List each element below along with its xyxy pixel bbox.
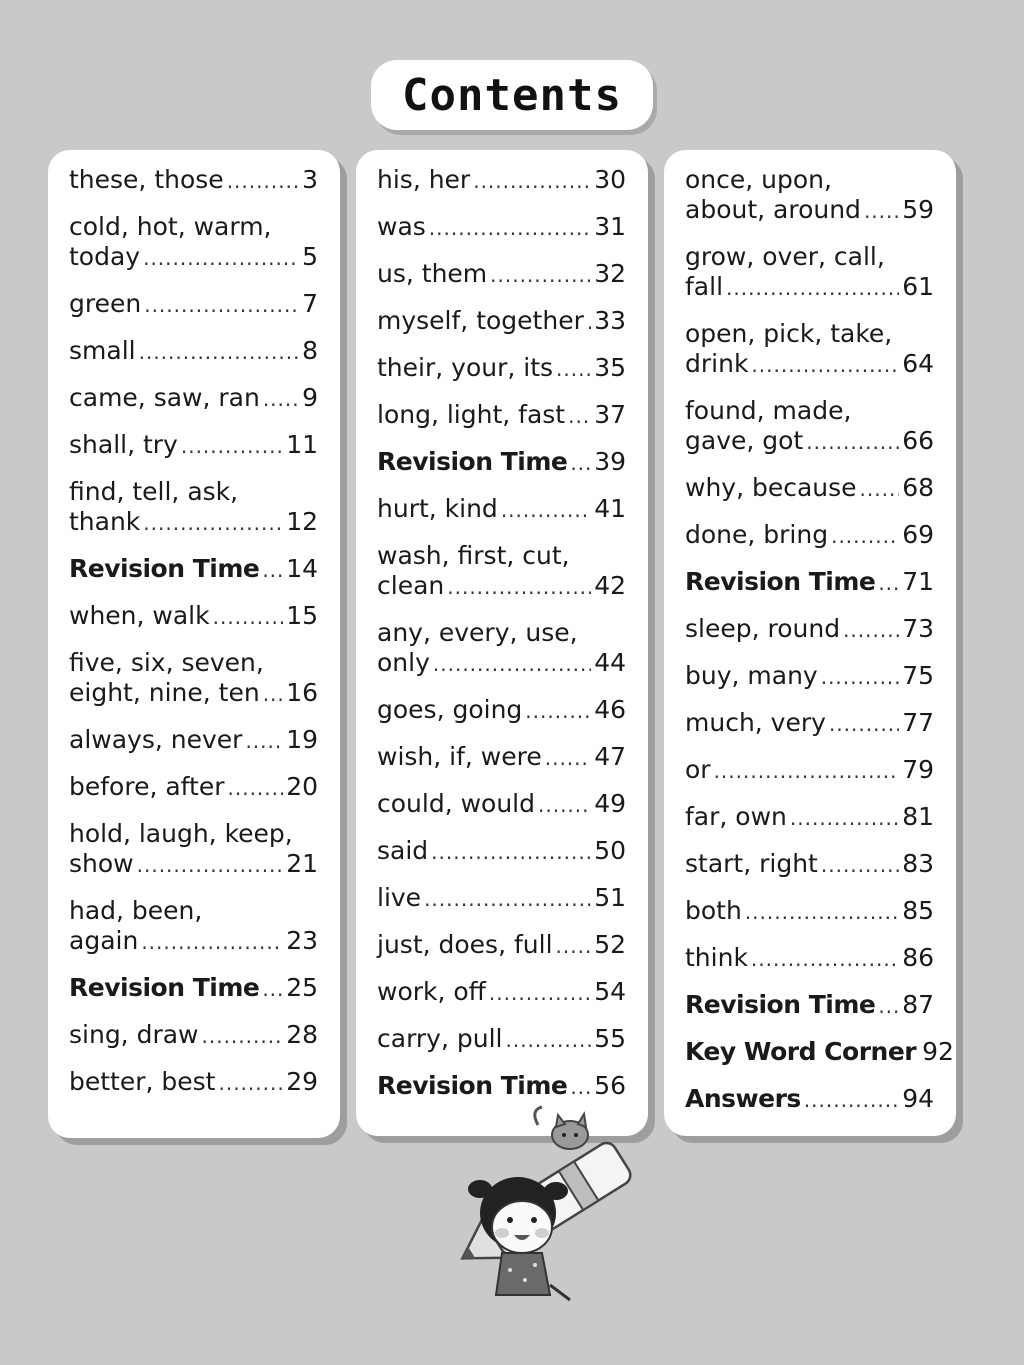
girl-with-pencil-illustration: [430, 1105, 660, 1310]
toc-entry: [377, 400, 626, 431]
leader-dots: [556, 354, 591, 384]
toc-entry-label: Revision Time: [685, 990, 876, 1019]
leader-dots: [587, 307, 591, 337]
toc-entry-label: hurt, kind: [377, 494, 498, 523]
toc-entry: [377, 695, 626, 726]
toc-entry: [69, 430, 318, 461]
toc-entry-label: had, been,: [69, 896, 203, 925]
toc-entry-page: 52: [594, 930, 626, 959]
leader-dots: [568, 401, 591, 431]
leader-dots: [751, 350, 899, 380]
toc-entry: [69, 896, 318, 957]
toc-entry-page: 44: [594, 648, 626, 677]
toc-entry-label: Revision Time: [377, 447, 568, 476]
toc-entry-label: was: [377, 212, 426, 241]
toc-entry-page: 33: [594, 306, 626, 335]
toc-entry: [69, 383, 318, 414]
toc-entry-page: 81: [902, 802, 934, 831]
toc-entry: [377, 165, 626, 196]
toc-entry-page: 11: [286, 430, 318, 459]
toc-entry-page: 66: [902, 426, 934, 455]
toc-entry-page: 9: [302, 383, 318, 412]
toc-entry: [69, 212, 318, 273]
toc-entry-page: 5: [302, 242, 318, 271]
toc-entry: [377, 836, 626, 867]
toc-entry-label: today: [69, 242, 141, 271]
leader-dots: [245, 726, 283, 756]
toc-entry-page: 25: [286, 973, 318, 1002]
toc-entry-label: clean: [377, 571, 445, 600]
toc-entry-label: carry, pull: [377, 1024, 503, 1053]
leader-dots: [570, 448, 591, 478]
toc-entry-label: once, upon,: [685, 165, 832, 194]
leader-dots: [424, 884, 591, 914]
toc-entry: [685, 849, 934, 880]
leader-dots: [829, 709, 899, 739]
toc-entry: [685, 1037, 954, 1068]
toc-entry-page: 94: [902, 1084, 934, 1113]
toc-entry: [69, 1067, 318, 1098]
toc-entry-page: 77: [902, 708, 934, 737]
toc-entry-label: Revision Time: [69, 973, 260, 1002]
toc-entry-label: sing, draw: [69, 1020, 199, 1049]
toc-entry-page: 7: [302, 289, 318, 318]
toc-entry-page: 87: [902, 990, 934, 1019]
toc-entry-label: about, around: [685, 195, 861, 224]
toc-entry-page: 21: [286, 849, 318, 878]
toc-entry: [377, 1071, 626, 1102]
toc-entry-page: 23: [286, 926, 318, 955]
toc-entry: [377, 541, 626, 602]
toc-entry-label: drink: [685, 349, 749, 378]
toc-entry-label: think: [685, 943, 748, 972]
toc-entry-label: five, six, seven,: [69, 648, 264, 677]
toc-entry-page: 86: [902, 943, 934, 972]
leader-dots: [804, 1085, 899, 1115]
toc-entry-page: 39: [594, 447, 626, 476]
leader-dots: [137, 850, 284, 880]
toc-entry-label: only: [377, 648, 430, 677]
toc-entry-label: far, own: [685, 802, 787, 831]
toc-entry: [377, 447, 626, 478]
leader-dots: [218, 1068, 283, 1098]
toc-entry: [377, 1024, 626, 1055]
toc-entry-page: 68: [902, 473, 934, 502]
toc-entry: [377, 212, 626, 243]
toc-entry: [685, 473, 934, 504]
toc-entry-label: found, made,: [685, 396, 852, 425]
toc-entry: [69, 819, 318, 880]
toc-entry-label: said: [377, 836, 429, 865]
toc-entry-label: before, after: [69, 772, 225, 801]
toc-entry-page: 30: [594, 165, 626, 194]
toc-entry-page: 12: [286, 507, 318, 536]
toc-entry: [69, 289, 318, 320]
leader-dots: [843, 615, 899, 645]
contents-column-2: [356, 150, 648, 1136]
toc-entry-page: 41: [594, 494, 626, 523]
leader-dots: [545, 743, 591, 773]
toc-entry: [685, 165, 934, 226]
toc-entry: [685, 242, 934, 303]
toc-entry-label: work, off: [377, 977, 486, 1006]
toc-entry: [69, 725, 318, 756]
leader-dots: [745, 897, 899, 927]
toc-entry-page: 55: [594, 1024, 626, 1053]
toc-entry-page: 32: [594, 259, 626, 288]
toc-entry-label: Revision Time: [69, 554, 260, 583]
toc-entry-page: 46: [594, 695, 626, 724]
toc-entry-label: buy, many: [685, 661, 818, 690]
toc-entry: [69, 554, 318, 585]
leader-dots: [821, 662, 899, 692]
leader-dots: [878, 568, 899, 598]
toc-entry-page: 56: [594, 1071, 626, 1100]
toc-entry-label: any, every, use,: [377, 618, 578, 647]
leader-dots: [831, 521, 899, 551]
leader-dots: [228, 773, 284, 803]
toc-entry: [685, 319, 934, 380]
toc-entry-page: 71: [902, 567, 934, 596]
toc-entry: [685, 614, 934, 645]
toc-entry: [69, 648, 318, 709]
leader-dots: [505, 1025, 591, 1055]
toc-entry: [685, 708, 934, 739]
toc-entry-label: sleep, round: [685, 614, 841, 643]
toc-entry-page: 54: [594, 977, 626, 1006]
toc-entry-label: always, never: [69, 725, 243, 754]
toc-entry-label: much, very: [685, 708, 826, 737]
toc-entry-label: Revision Time: [685, 567, 876, 596]
toc-entry-label: live: [377, 883, 422, 912]
toc-entry-page: 47: [594, 742, 626, 771]
toc-entry: [377, 789, 626, 820]
toc-entry-page: 50: [594, 836, 626, 865]
leader-dots: [263, 384, 299, 414]
toc-entry: [377, 353, 626, 384]
leader-dots: [821, 850, 899, 880]
toc-entry-page: 42: [594, 571, 626, 600]
toc-entry: [377, 930, 626, 961]
toc-entry-label: grow, over, call,: [685, 242, 885, 271]
toc-entry: [685, 661, 934, 692]
toc-entry-label: goes, going: [377, 695, 523, 724]
toc-entry-page: 51: [594, 883, 626, 912]
toc-entry: [69, 477, 318, 538]
toc-entry: [377, 883, 626, 914]
toc-entry-page: 35: [594, 353, 626, 382]
leader-dots: [139, 337, 300, 367]
leader-dots: [864, 196, 899, 226]
toc-entry: [69, 336, 318, 367]
leader-dots: [262, 555, 283, 585]
toc-entry-label: eight, nine, ten: [69, 678, 260, 707]
toc-entry-label: or: [685, 755, 711, 784]
toc-entry-label: gave, got: [685, 426, 804, 455]
toc-entry-label: when, walk: [69, 601, 210, 630]
toc-entry: [69, 601, 318, 632]
leader-dots: [790, 803, 899, 833]
toc-entry: [685, 990, 934, 1021]
toc-entry: [377, 618, 626, 679]
toc-entry-page: 85: [902, 896, 934, 925]
contents-column-1: [48, 150, 340, 1138]
toc-entry: [685, 802, 934, 833]
toc-entry: [685, 1084, 934, 1115]
toc-entry-page: 61: [902, 272, 934, 301]
leader-dots: [538, 790, 591, 820]
toc-entry: [377, 259, 626, 290]
leader-dots: [431, 837, 591, 867]
toc-entry-page: 73: [902, 614, 934, 643]
leader-dots: [501, 495, 591, 525]
toc-entry: [377, 742, 626, 773]
toc-entry-page: 64: [902, 349, 934, 378]
toc-entry: [377, 494, 626, 525]
leader-dots: [860, 474, 900, 504]
leader-dots: [556, 931, 592, 961]
toc-entry-page: 3: [302, 165, 318, 194]
toc-entry-page: 15: [286, 601, 318, 630]
toc-entry-page: 49: [594, 789, 626, 818]
toc-entry-label: came, saw, ran: [69, 383, 260, 412]
toc-entry-label: their, your, its: [377, 353, 554, 382]
toc-entry-page: 16: [286, 678, 318, 707]
toc-entry-label: Key Word Corner: [685, 1037, 917, 1066]
toc-entry-page: 20: [286, 772, 318, 801]
toc-entry-label: show: [69, 849, 134, 878]
toc-entry-page: 28: [286, 1020, 318, 1049]
toc-entry-label: Revision Time: [377, 1071, 568, 1100]
toc-entry-label: again: [69, 926, 139, 955]
toc-entry-label: why, because: [685, 473, 857, 502]
leader-dots: [490, 260, 591, 290]
toc-entry: [685, 896, 934, 927]
toc-entry-label: open, pick, take,: [685, 319, 893, 348]
toc-entry: [685, 755, 934, 786]
toc-entry-page: 69: [902, 520, 934, 549]
leader-dots: [202, 1021, 284, 1051]
toc-entry: [377, 977, 626, 1008]
toc-entry: [69, 1020, 318, 1051]
leader-dots: [447, 572, 591, 602]
toc-entry-label: better, best: [69, 1067, 216, 1096]
title-banner: [371, 60, 653, 130]
leader-dots: [181, 431, 283, 461]
leader-dots: [806, 427, 899, 457]
leader-dots: [433, 649, 591, 679]
leader-dots: [878, 991, 899, 1021]
toc-entry-label: green: [69, 289, 142, 318]
toc-entry: [377, 306, 626, 337]
toc-entry-page: 59: [902, 195, 934, 224]
toc-entry-label: wash, first, cut,: [377, 541, 570, 570]
cat-icon: [535, 1107, 588, 1149]
leader-dots: [489, 978, 591, 1008]
toc-entry-page: 19: [286, 725, 318, 754]
leader-dots: [429, 213, 591, 243]
toc-entry-page: 29: [286, 1067, 318, 1096]
toc-entry-label: these, those: [69, 165, 224, 194]
leader-dots: [227, 166, 299, 196]
toc-entry-label: us, them: [377, 259, 488, 288]
toc-entry-label: both: [685, 896, 742, 925]
toc-entry: [685, 943, 934, 974]
toc-entry-label: just, does, full: [377, 930, 553, 959]
toc-entry: [685, 567, 934, 598]
toc-entry-page: 83: [902, 849, 934, 878]
leader-dots: [570, 1072, 591, 1102]
toc-entry: [685, 520, 934, 551]
toc-entry-label: thank: [69, 507, 141, 536]
toc-entry-label: hold, laugh, keep,: [69, 819, 293, 848]
toc-entry-page: 31: [594, 212, 626, 241]
toc-entry-label: myself, together: [377, 306, 584, 335]
toc-entry-label: could, would: [377, 789, 535, 818]
leader-dots: [141, 927, 283, 957]
toc-entry-page: 75: [902, 661, 934, 690]
leader-dots: [143, 243, 299, 273]
toc-entry-label: his, her: [377, 165, 471, 194]
toc-entry: [69, 165, 318, 196]
leader-dots: [726, 273, 899, 303]
leader-dots: [143, 508, 283, 538]
toc-entry: [69, 973, 318, 1004]
leader-dots: [751, 944, 899, 974]
leader-dots: [213, 602, 284, 632]
leader-dots: [473, 166, 591, 196]
leader-dots: [525, 696, 591, 726]
toc-entry-label: shall, try: [69, 430, 178, 459]
leader-dots: [262, 974, 283, 1004]
toc-entry-label: Answers: [685, 1084, 801, 1113]
toc-entry-label: wish, if, were: [377, 742, 542, 771]
toc-entry: [685, 396, 934, 457]
toc-entry-label: fall: [685, 272, 724, 301]
leader-dots: [714, 756, 900, 786]
contents-column-3: [664, 150, 956, 1136]
toc-entry-page: 92: [922, 1037, 954, 1066]
page-title: Contents: [402, 69, 622, 121]
leader-dots: [263, 679, 284, 709]
toc-entry-page: 14: [286, 554, 318, 583]
toc-entry: [69, 772, 318, 803]
toc-entry-label: start, right: [685, 849, 818, 878]
toc-entry-label: find, tell, ask,: [69, 477, 239, 506]
toc-entry-page: 37: [594, 400, 626, 429]
toc-entry-page: 79: [902, 755, 934, 784]
toc-entry-page: 8: [302, 336, 318, 365]
toc-entry-label: done, bring: [685, 520, 829, 549]
toc-entry-label: long, light, fast: [377, 400, 566, 429]
toc-entry-label: small: [69, 336, 136, 365]
leader-dots: [144, 290, 299, 320]
toc-entry-label: cold, hot, warm,: [69, 212, 272, 241]
